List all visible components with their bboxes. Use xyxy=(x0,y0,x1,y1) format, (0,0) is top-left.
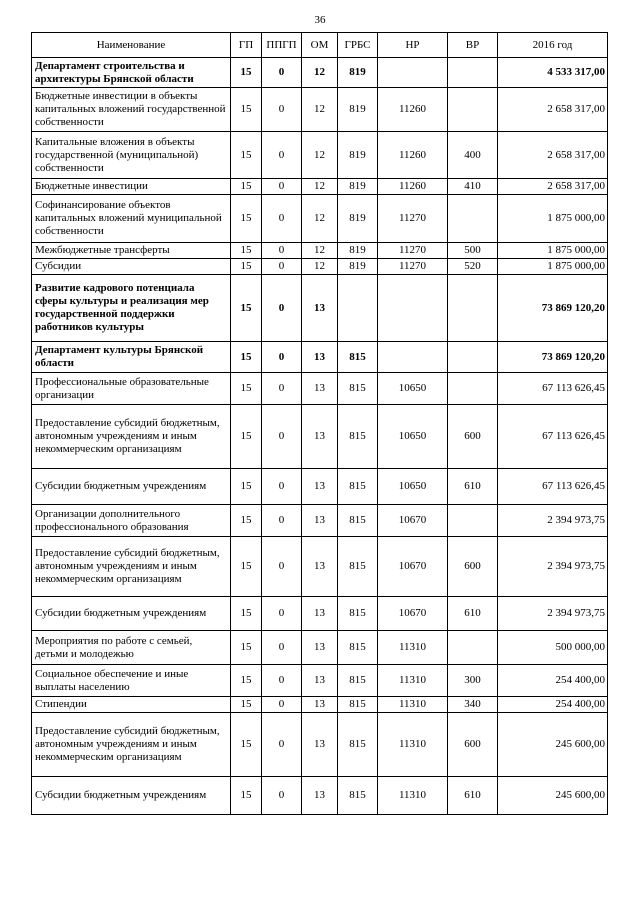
cell-name: Социальное обеспечение и иные выплаты населению xyxy=(32,665,231,697)
cell-grbs: 819 xyxy=(338,58,378,88)
cell-nr: 10670 xyxy=(378,505,448,537)
cell-om: 13 xyxy=(302,597,338,631)
cell-grbs: 819 xyxy=(338,259,378,275)
cell-amount: 73 869 120,20 xyxy=(498,275,608,342)
cell-vr xyxy=(448,631,498,665)
cell-name: Предоставление субсидий бюджетным, автономным учреждениям и иным некоммерческим организациям xyxy=(32,713,231,777)
cell-vr xyxy=(448,505,498,537)
header-name: Наименование xyxy=(32,33,231,58)
cell-grbs: 815 xyxy=(338,631,378,665)
cell-gp: 15 xyxy=(231,195,262,243)
cell-grbs: 815 xyxy=(338,505,378,537)
cell-vr: 410 xyxy=(448,179,498,195)
cell-name: Департамент строительства и архитектуры Брянской области xyxy=(32,58,231,88)
cell-nr xyxy=(378,58,448,88)
cell-grbs: 815 xyxy=(338,405,378,469)
cell-ppgp: 0 xyxy=(262,713,302,777)
cell-ppgp: 0 xyxy=(262,665,302,697)
cell-om: 12 xyxy=(302,58,338,88)
cell-vr: 340 xyxy=(448,697,498,713)
cell-name: Организации дополнительного профессионального образования xyxy=(32,505,231,537)
cell-nr: 10650 xyxy=(378,373,448,405)
cell-gp: 15 xyxy=(231,58,262,88)
cell-grbs: 815 xyxy=(338,469,378,505)
cell-ppgp: 0 xyxy=(262,58,302,88)
cell-gp: 15 xyxy=(231,713,262,777)
cell-ppgp: 0 xyxy=(262,195,302,243)
cell-grbs: 819 xyxy=(338,195,378,243)
cell-nr xyxy=(378,275,448,342)
cell-ppgp: 0 xyxy=(262,537,302,597)
cell-amount: 500 000,00 xyxy=(498,631,608,665)
cell-vr xyxy=(448,195,498,243)
cell-om: 13 xyxy=(302,665,338,697)
table-row xyxy=(32,195,608,243)
cell-nr: 10650 xyxy=(378,405,448,469)
cell-amount: 2 658 317,00 xyxy=(498,88,608,132)
cell-name: Межбюджетные трансферты xyxy=(32,243,231,259)
cell-amount: 2 394 973,75 xyxy=(498,597,608,631)
cell-amount: 254 400,00 xyxy=(498,665,608,697)
cell-vr: 600 xyxy=(448,713,498,777)
cell-vr xyxy=(448,275,498,342)
table-row xyxy=(32,697,608,713)
cell-om: 13 xyxy=(302,469,338,505)
cell-om: 13 xyxy=(302,342,338,373)
header-vr: ВР xyxy=(448,33,498,58)
cell-vr xyxy=(448,88,498,132)
cell-gp: 15 xyxy=(231,88,262,132)
cell-ppgp: 0 xyxy=(262,597,302,631)
table-row xyxy=(32,665,608,697)
cell-nr: 11310 xyxy=(378,713,448,777)
cell-ppgp: 0 xyxy=(262,179,302,195)
cell-name: Развитие кадрового потенциала сферы культуры и реализация мер государственной поддержки работников культуры xyxy=(32,275,231,342)
cell-gp: 15 xyxy=(231,132,262,179)
cell-om: 12 xyxy=(302,132,338,179)
header-grbs: ГРБС xyxy=(338,33,378,58)
cell-ppgp: 0 xyxy=(262,373,302,405)
cell-nr: 11310 xyxy=(378,697,448,713)
table-row xyxy=(32,58,608,88)
cell-name: Департамент культуры Брянской области xyxy=(32,342,231,373)
cell-om: 13 xyxy=(302,537,338,597)
table-row xyxy=(32,777,608,815)
cell-vr xyxy=(448,342,498,373)
table-body xyxy=(32,58,608,815)
cell-ppgp: 0 xyxy=(262,259,302,275)
table-row xyxy=(32,259,608,275)
cell-om: 12 xyxy=(302,88,338,132)
cell-grbs: 815 xyxy=(338,697,378,713)
cell-ppgp: 0 xyxy=(262,505,302,537)
table-row xyxy=(32,373,608,405)
cell-vr: 500 xyxy=(448,243,498,259)
cell-om: 13 xyxy=(302,405,338,469)
cell-grbs: 819 xyxy=(338,132,378,179)
cell-vr xyxy=(448,373,498,405)
cell-nr: 11260 xyxy=(378,88,448,132)
cell-om: 12 xyxy=(302,195,338,243)
cell-nr: 11310 xyxy=(378,665,448,697)
cell-vr: 600 xyxy=(448,537,498,597)
cell-amount: 2 658 317,00 xyxy=(498,132,608,179)
table-row xyxy=(32,405,608,469)
cell-amount: 245 600,00 xyxy=(498,777,608,815)
cell-nr: 11270 xyxy=(378,195,448,243)
cell-om: 13 xyxy=(302,373,338,405)
cell-grbs: 815 xyxy=(338,597,378,631)
cell-gp: 15 xyxy=(231,373,262,405)
cell-ppgp: 0 xyxy=(262,342,302,373)
cell-vr: 600 xyxy=(448,405,498,469)
table-row xyxy=(32,243,608,259)
cell-name: Капитальные вложения в объекты государственной (муниципальной) собственности xyxy=(32,132,231,179)
cell-name: Предоставление субсидий бюджетным, автономным учреждениям и иным некоммерческим организациям xyxy=(32,405,231,469)
cell-name: Субсидии бюджетным учреждениям xyxy=(32,777,231,815)
cell-amount: 67 113 626,45 xyxy=(498,405,608,469)
cell-name: Софинансирование объектов капитальных вложений муниципальной собственности xyxy=(32,195,231,243)
table-row xyxy=(32,631,608,665)
cell-amount: 4 533 317,00 xyxy=(498,58,608,88)
cell-ppgp: 0 xyxy=(262,469,302,505)
cell-name: Предоставление субсидий бюджетным, автономным учреждениям и иным некоммерческим организациям xyxy=(32,537,231,597)
cell-nr: 10670 xyxy=(378,597,448,631)
cell-nr: 11310 xyxy=(378,631,448,665)
cell-amount: 2 394 973,75 xyxy=(498,537,608,597)
cell-grbs: 815 xyxy=(338,777,378,815)
cell-gp: 15 xyxy=(231,505,262,537)
cell-grbs: 819 xyxy=(338,243,378,259)
cell-nr: 11260 xyxy=(378,132,448,179)
header-row xyxy=(32,33,608,58)
cell-grbs xyxy=(338,275,378,342)
cell-grbs: 815 xyxy=(338,665,378,697)
cell-name: Стипендии xyxy=(32,697,231,713)
cell-amount: 245 600,00 xyxy=(498,713,608,777)
table-row xyxy=(32,132,608,179)
budget-table xyxy=(31,32,608,815)
cell-name: Бюджетные инвестиции в объекты капитальных вложений государственной собственности xyxy=(32,88,231,132)
table-row xyxy=(32,179,608,195)
cell-vr xyxy=(448,58,498,88)
cell-vr: 300 xyxy=(448,665,498,697)
cell-amount: 1 875 000,00 xyxy=(498,259,608,275)
cell-name: Субсидии бюджетным учреждениям xyxy=(32,469,231,505)
cell-nr: 11260 xyxy=(378,179,448,195)
cell-gp: 15 xyxy=(231,537,262,597)
cell-nr: 11270 xyxy=(378,243,448,259)
cell-ppgp: 0 xyxy=(262,88,302,132)
cell-om: 13 xyxy=(302,275,338,342)
cell-om: 13 xyxy=(302,713,338,777)
cell-gp: 15 xyxy=(231,259,262,275)
cell-name: Мероприятия по работе с семьей, детьми и молодежью xyxy=(32,631,231,665)
cell-amount: 254 400,00 xyxy=(498,697,608,713)
cell-gp: 15 xyxy=(231,597,262,631)
cell-vr: 610 xyxy=(448,597,498,631)
cell-ppgp: 0 xyxy=(262,275,302,342)
cell-om: 13 xyxy=(302,505,338,537)
cell-nr: 11310 xyxy=(378,777,448,815)
cell-grbs: 819 xyxy=(338,88,378,132)
cell-om: 12 xyxy=(302,243,338,259)
header-ppgp: ППГП xyxy=(262,33,302,58)
cell-om: 13 xyxy=(302,631,338,665)
cell-vr: 610 xyxy=(448,469,498,505)
cell-name: Бюджетные инвестиции xyxy=(32,179,231,195)
cell-vr: 400 xyxy=(448,132,498,179)
cell-vr: 610 xyxy=(448,777,498,815)
cell-ppgp: 0 xyxy=(262,405,302,469)
cell-grbs: 815 xyxy=(338,342,378,373)
table-row xyxy=(32,342,608,373)
cell-amount: 2 394 973,75 xyxy=(498,505,608,537)
cell-ppgp: 0 xyxy=(262,243,302,259)
cell-gp: 15 xyxy=(231,631,262,665)
cell-vr: 520 xyxy=(448,259,498,275)
cell-gp: 15 xyxy=(231,777,262,815)
cell-gp: 15 xyxy=(231,342,262,373)
table-row xyxy=(32,275,608,342)
cell-name: Профессиональные образовательные организации xyxy=(32,373,231,405)
table-row xyxy=(32,469,608,505)
table-row xyxy=(32,537,608,597)
cell-grbs: 815 xyxy=(338,373,378,405)
cell-ppgp: 0 xyxy=(262,631,302,665)
cell-om: 13 xyxy=(302,777,338,815)
cell-amount: 2 658 317,00 xyxy=(498,179,608,195)
cell-amount: 1 875 000,00 xyxy=(498,243,608,259)
cell-grbs: 815 xyxy=(338,713,378,777)
cell-nr: 10650 xyxy=(378,469,448,505)
table-row xyxy=(32,713,608,777)
cell-amount: 67 113 626,45 xyxy=(498,469,608,505)
cell-om: 12 xyxy=(302,179,338,195)
cell-grbs: 815 xyxy=(338,537,378,597)
cell-gp: 15 xyxy=(231,469,262,505)
table-row xyxy=(32,505,608,537)
cell-gp: 15 xyxy=(231,179,262,195)
cell-name: Субсидии бюджетным учреждениям xyxy=(32,597,231,631)
cell-ppgp: 0 xyxy=(262,777,302,815)
cell-grbs: 819 xyxy=(338,179,378,195)
table-row xyxy=(32,597,608,631)
cell-nr xyxy=(378,342,448,373)
cell-om: 12 xyxy=(302,259,338,275)
cell-gp: 15 xyxy=(231,405,262,469)
header-om: ОМ xyxy=(302,33,338,58)
cell-gp: 15 xyxy=(231,275,262,342)
cell-name: Субсидии xyxy=(32,259,231,275)
cell-amount: 67 113 626,45 xyxy=(498,373,608,405)
header-gp: ГП xyxy=(231,33,262,58)
cell-gp: 15 xyxy=(231,665,262,697)
cell-gp: 15 xyxy=(231,697,262,713)
header-nr: НР xyxy=(378,33,448,58)
cell-om: 13 xyxy=(302,697,338,713)
page-number: 36 xyxy=(314,14,326,26)
cell-nr: 10670 xyxy=(378,537,448,597)
cell-ppgp: 0 xyxy=(262,132,302,179)
cell-ppgp: 0 xyxy=(262,697,302,713)
header-amount: 2016 год xyxy=(498,33,608,58)
cell-amount: 1 875 000,00 xyxy=(498,195,608,243)
table-row xyxy=(32,88,608,132)
cell-gp: 15 xyxy=(231,243,262,259)
cell-amount: 73 869 120,20 xyxy=(498,342,608,373)
cell-nr: 11270 xyxy=(378,259,448,275)
